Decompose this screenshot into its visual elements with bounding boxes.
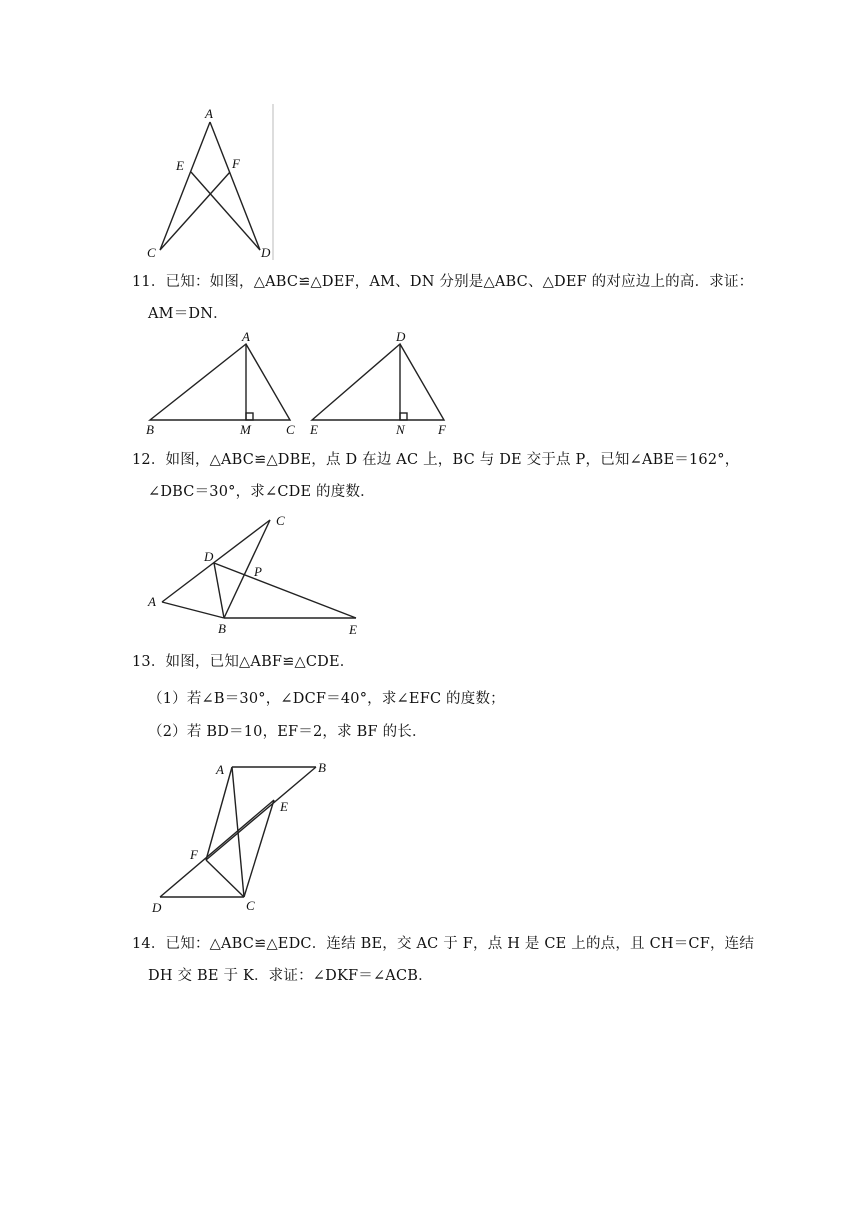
right-angle-n (400, 413, 407, 420)
label-m: M (240, 422, 251, 437)
label-f: F (232, 156, 240, 171)
segment-fc (160, 172, 230, 250)
label-a: A (216, 762, 224, 777)
problem-13-part-2: （2）若 BD＝10，EF＝2，求 BF 的长． (148, 724, 427, 740)
label-a: A (242, 329, 250, 344)
segment-db (214, 563, 224, 618)
label-c: C (246, 898, 255, 913)
label-d: D (204, 549, 214, 564)
label-c: C (147, 245, 156, 260)
label-p: P (254, 564, 262, 579)
segment-ed (191, 172, 260, 250)
label-c: C (286, 422, 295, 437)
label-e: E (349, 622, 357, 637)
label-a: A (148, 594, 156, 609)
label-c: C (276, 513, 285, 528)
right-angle-m (246, 413, 253, 420)
segment-fc (206, 860, 244, 897)
label-e: E (280, 799, 288, 814)
label-f: F (190, 847, 198, 862)
problem-11-line-1: 11．已知：如图，△ABC≌△DEF，AM、DN 分别是△ABC、△DEF 的对应边上的高．求证： (132, 274, 754, 290)
figure-abf-cde (140, 755, 350, 920)
label-d: D (261, 245, 271, 260)
label-f: F (438, 422, 446, 437)
segment-ac (232, 767, 244, 897)
segment-ac (162, 520, 270, 602)
triangle-def (312, 344, 444, 420)
label-b: B (318, 760, 326, 775)
segment-bf (206, 767, 316, 860)
figure-abc-dbe (140, 510, 380, 642)
segment-de (160, 800, 274, 897)
label-b: B (218, 621, 226, 636)
problem-13-part-1: （1）若∠B＝30°，∠DCF＝40°，求∠EFC 的度数； (148, 691, 505, 707)
figure-triangle-aefcd (140, 100, 280, 265)
figure-two-triangles-heights (140, 328, 470, 440)
label-e: E (310, 422, 318, 437)
problem-14-line-2: DH 交 BE 于 K．求证：∠DKF＝∠ACB． (148, 968, 433, 984)
label-b: B (146, 422, 154, 437)
label-d: D (152, 900, 162, 915)
segment-de (214, 563, 356, 618)
label-d: D (396, 329, 406, 344)
problem-12-line-1: 12．如图，△ABC≌△DBE，点 D 在边 AC 上，BC 与 DE 交于点 P，已知∠ABE＝162°， (132, 452, 740, 468)
problem-13-line-1: 13．如图，已知△ABF≌△CDE． (132, 654, 355, 670)
triangle-abc (150, 344, 290, 420)
segment-ab (162, 602, 224, 618)
problem-12-line-2: ∠DBC＝30°，求∠CDE 的度数． (148, 484, 375, 500)
problem-14-line-1: 14．已知：△ABC≌△EDC．连结 BE，交 AC 于 F，点 H 是 CE 上的点，且 CH＝CF，连结 (132, 936, 755, 952)
label-a: A (205, 106, 213, 121)
label-e: E (176, 158, 184, 173)
label-n: N (396, 422, 405, 437)
problem-11-line-2: AM＝DN． (148, 306, 228, 322)
